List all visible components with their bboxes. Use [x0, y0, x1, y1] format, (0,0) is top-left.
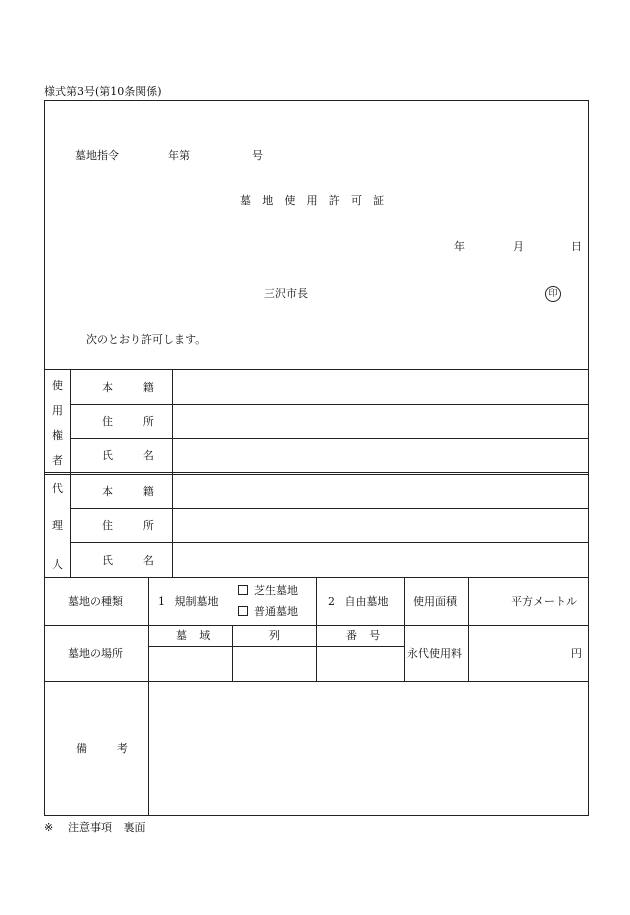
type-option-divider: [316, 577, 317, 625]
area-unit: 平方メートル: [511, 595, 577, 608]
agent-group-char-1: 代: [52, 482, 63, 495]
lawn-grave-label: 芝生墓地: [254, 584, 298, 597]
user-group-char-1: 使: [52, 379, 63, 392]
user-group-char-3: 権: [52, 429, 63, 442]
issuer-name: 三沢市長: [264, 287, 308, 300]
divider-user-2: [70, 438, 589, 439]
document-title: 墓 地 使 用 許 可 証: [240, 194, 389, 207]
user-name-label: 氏 名: [102, 449, 168, 462]
divider-location-header: [148, 646, 404, 647]
user-group-char-2: 用: [52, 404, 63, 417]
field-value-divider: [172, 369, 173, 577]
area-label-divider-left: [404, 577, 405, 681]
remarks-label: 備 考: [76, 742, 142, 755]
group-label-divider: [70, 369, 71, 577]
grave-type-free: 2 自由墓地: [328, 595, 389, 608]
grave-type-label: 墓地の種類: [68, 595, 123, 608]
year-no-label: 年第: [168, 149, 190, 162]
agent-group-char-3: 人: [52, 558, 63, 571]
seal-mark: 印: [545, 286, 561, 302]
user-group-char-4: 者: [52, 454, 63, 467]
divider-user-top: [44, 369, 589, 370]
grave-type-regulated: 1 規制墓地: [158, 595, 219, 608]
lawn-grave-checkbox[interactable]: [238, 585, 248, 595]
regular-grave-option[interactable]: [238, 606, 298, 617]
note-mark: ※: [44, 821, 54, 834]
fee-unit: 円: [571, 647, 582, 660]
regular-grave-checkbox[interactable]: [238, 606, 248, 616]
location-col-divider-1: [232, 625, 233, 681]
location-col-divider-2: [316, 625, 317, 681]
area-label-divider-right: [468, 577, 469, 681]
agent-domicile-label: 本 籍: [102, 485, 168, 498]
label-column-divider: [148, 577, 149, 816]
number-suffix-label: 号: [252, 149, 263, 162]
plot-area-header: 墓 域: [176, 629, 215, 642]
user-domicile-label: 本 籍: [102, 381, 168, 394]
directive-label: 墓地指令: [75, 149, 119, 162]
divider-agent-2: [70, 542, 589, 543]
date-month-label: 月: [513, 240, 524, 253]
lawn-grave-option[interactable]: [238, 585, 298, 596]
divider-user-bottom-b: [44, 474, 589, 475]
grave-location-label: 墓地の場所: [68, 647, 123, 660]
plot-number-header: 番 号: [346, 629, 385, 642]
date-year-label: 年: [454, 240, 465, 253]
user-address-label: 住 所: [102, 415, 168, 428]
divider-user-bottom-a: [44, 472, 589, 473]
divider-location-bottom: [44, 681, 589, 682]
row-header: 列: [269, 629, 280, 642]
date-day-label: 日: [571, 240, 582, 253]
permission-statement: 次のとおり許可します。: [86, 333, 207, 346]
agent-name-label: 氏 名: [102, 554, 168, 567]
divider-user-1: [70, 404, 589, 405]
agent-address-label: 住 所: [102, 519, 168, 532]
perpetual-fee-label: 永代使用料: [407, 647, 462, 660]
form-number: 様式第3号(第10条関係): [44, 85, 162, 98]
agent-group-char-2: 理: [52, 519, 63, 532]
note-text: 注意事項 裏面: [68, 821, 146, 834]
area-label: 使用面積: [413, 595, 457, 608]
divider-agent-1: [70, 508, 589, 509]
regular-grave-label: 普通墓地: [254, 605, 298, 618]
